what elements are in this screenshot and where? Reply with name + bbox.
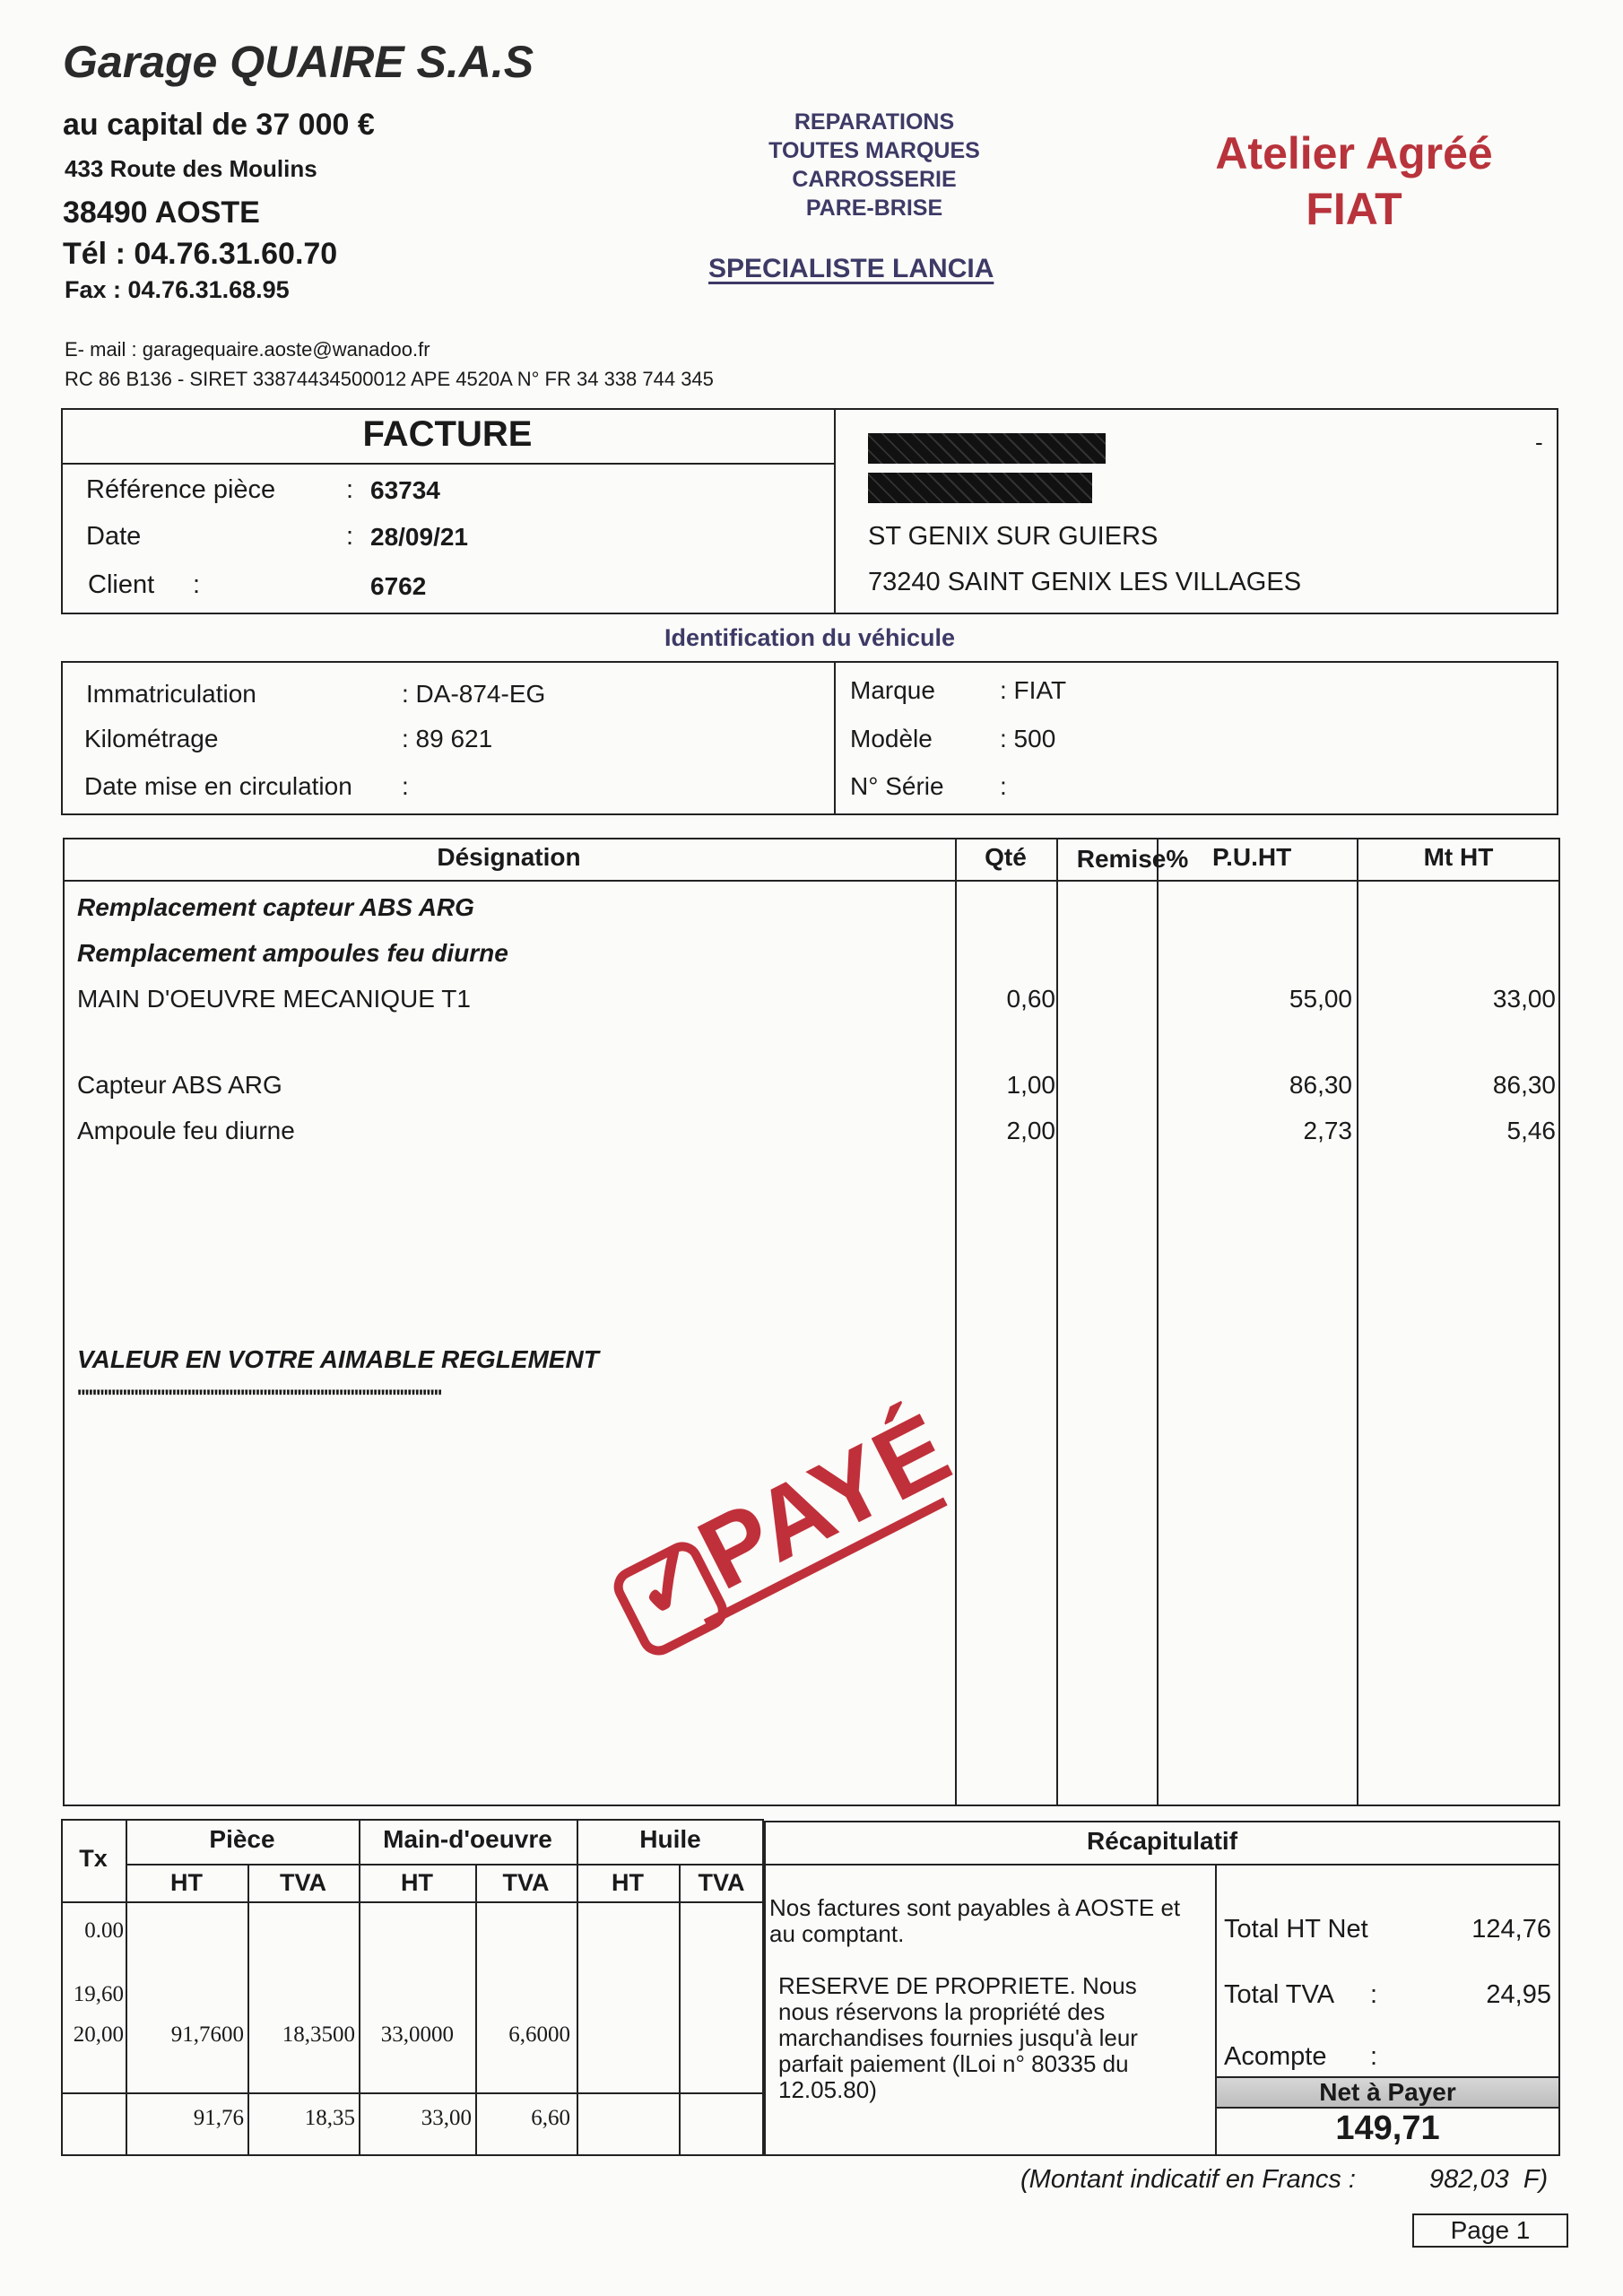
page-number: Page 1 <box>1412 2213 1568 2248</box>
client-colon: : <box>193 570 201 599</box>
immat-label: Immatriculation <box>86 680 256 708</box>
tax-value: 91,7600 <box>170 2022 244 2047</box>
header-designation: Désignation <box>437 843 581 871</box>
header-mt: Mt HT <box>1423 843 1494 871</box>
line-amount: 5,46 <box>1506 1117 1556 1144</box>
company-email: E- mail : garagequaire.aoste@wanadoo.fr <box>65 338 430 361</box>
tax-header-piece: Pièce <box>209 1825 275 1853</box>
header-pu: P.U.HT <box>1212 843 1292 871</box>
recipient-town: ST GENIX SUR GUIERS <box>868 522 1159 551</box>
recap-heading: Récapitulatif <box>1086 1827 1238 1855</box>
total-ht-label: Total HT Net <box>1224 1915 1368 1944</box>
tax-header-huile: Huile <box>639 1825 701 1853</box>
tax-rule-header <box>61 1901 764 1903</box>
tax-huile-ht: HT <box>612 1869 644 1896</box>
approved-workshop <box>1166 126 1542 237</box>
vehicle-divider <box>834 661 836 815</box>
km-label: Kilométrage <box>84 725 219 752</box>
date-value: 28/09/21 <box>370 523 468 551</box>
closing-dots: '''''''''''''''''''''''''''''''''''''''''''''''''''''''''''''''''''''''''''''''''''''''''''''''' <box>77 1386 442 1408</box>
redacted-recipient-name <box>868 433 1106 464</box>
company-name: Garage QUAIRE S.A.S <box>63 37 534 87</box>
km-value: : 89 621 <box>402 725 493 752</box>
circulation-label: Date mise en circulation <box>84 772 352 800</box>
deposit-label: Acompte <box>1224 2042 1327 2071</box>
tax-total: 18,35 <box>304 2106 355 2130</box>
invoice-title-rule <box>61 463 834 465</box>
line-unit-price: 2,73 <box>1303 1117 1352 1144</box>
tax-piece-tva: TVA <box>280 1869 326 1896</box>
vehicle-heading: Identification du véhicule <box>664 624 956 651</box>
services-list <box>717 108 1031 222</box>
tax-value: 33,0000 <box>380 2022 454 2047</box>
total-tva-value: 24,95 <box>1486 1980 1551 2009</box>
specialist-lancia: SPECIALISTE LANCIA <box>708 254 994 283</box>
paid-stamp <box>583 1391 968 1650</box>
francs-value: 982,03 F) <box>1429 2165 1549 2194</box>
tax-rule-group <box>126 1864 764 1866</box>
stamp-text: PAYÉ <box>681 1391 968 1612</box>
reserve-clause: RESERVE DE PROPRIETE. Nous nous réservons la propriété des marchandises fournies jusqu'à leur parfait paiement (lLoi n° 80335 du 12.05.80) <box>778 1972 1138 2103</box>
header-remise: Remise% <box>1076 845 1189 873</box>
tax-total: 33,00 <box>421 2106 472 2130</box>
net-label: Net à Payer <box>1319 2078 1456 2106</box>
recipient-dash: - <box>1535 429 1543 456</box>
line-description: Capteur ABS ARG <box>77 1071 282 1099</box>
col-rule-pu <box>1157 838 1159 1806</box>
recipient-postal-city: 73240 SAINT GENIX LES VILLAGES <box>868 568 1302 596</box>
line-unit-price: 86,30 <box>1289 1071 1352 1099</box>
line-qty: 1,00 <box>1006 1071 1055 1099</box>
ref-colon: : <box>346 475 354 504</box>
ref-value: 63734 <box>370 476 440 504</box>
line-amount: 86,30 <box>1492 1071 1556 1099</box>
tax-piece-ht: HT <box>170 1869 203 1896</box>
tax-header-tx: Tx <box>79 1845 108 1872</box>
company-tel: Tél : 04.76.31.60.70 <box>63 237 338 271</box>
deposit-colon: : <box>1370 2042 1378 2071</box>
approved-line1: Atelier Agréé <box>1215 128 1493 178</box>
tax-rate: 0.00 <box>84 1918 124 1943</box>
tax-value: 6,6000 <box>508 2022 570 2047</box>
stamp-check-icon: ✓ <box>612 1519 726 1644</box>
col-rule-mt <box>1357 838 1358 1806</box>
line-description: Remplacement ampoules feu diurne <box>77 939 508 967</box>
model-label: Modèle <box>850 725 933 752</box>
invoice-divider <box>834 408 836 614</box>
tax-rate: 20,00 <box>73 2022 124 2047</box>
ref-label: Référence pièce <box>86 475 276 504</box>
company-city: 38490 AOSTE <box>63 196 260 230</box>
tax-huile-tva: TVA <box>698 1869 745 1896</box>
brand-label: Marque <box>850 676 935 704</box>
serial-label: N° Série <box>850 772 944 800</box>
col-rule-qte <box>955 838 957 1806</box>
date-label: Date <box>86 522 142 551</box>
company-registry: RC 86 B136 - SIRET 33874434500012 APE 4520A N° FR 34 338 744 345 <box>65 368 714 390</box>
serial-value: : <box>1000 772 1007 800</box>
line-qty: 2,00 <box>1006 1117 1055 1144</box>
company-capital: au capital de 37 000 € <box>63 108 375 142</box>
tax-mo-tva: TVA <box>502 1869 550 1896</box>
line-description: Remplacement capteur ABS ARG <box>77 893 474 921</box>
tax-rate: 19,60 <box>73 1982 124 2006</box>
line-description: Ampoule feu diurne <box>77 1117 295 1144</box>
service-windshield: PARE-BRISE <box>805 196 943 221</box>
service-all-brands: TOUTES MARQUES <box>768 138 980 163</box>
tax-total: 6,60 <box>531 2106 570 2130</box>
tax-mo-ht: HT <box>401 1869 433 1896</box>
client-label: Client <box>88 570 155 599</box>
company-fax: Fax : 04.76.31.68.95 <box>65 276 290 303</box>
tax-rule-totals <box>61 2092 764 2094</box>
line-amount: 33,00 <box>1492 985 1556 1013</box>
company-street: 433 Route des Moulins <box>65 155 317 182</box>
tax-value: 18,3500 <box>282 2022 355 2047</box>
francs-label: (Montant indicatif en Francs : <box>1020 2165 1356 2194</box>
service-bodywork: CARROSSERIE <box>792 167 957 192</box>
line-description: MAIN D'OEUVRE MECANIQUE T1 <box>77 985 471 1013</box>
total-ht-value: 124,76 <box>1471 1915 1551 1944</box>
approved-brand: FIAT <box>1306 184 1402 234</box>
date-colon: : <box>346 522 354 551</box>
tax-total: 91,76 <box>193 2106 244 2130</box>
service-repairs: REPARATIONS <box>794 109 955 135</box>
net-value: 149,71 <box>1335 2109 1440 2147</box>
closing-text: VALEUR EN VOTRE AIMABLE REGLEMENT <box>77 1345 599 1373</box>
header-qte: Qté <box>985 843 1027 871</box>
immat-value: : DA-874-EG <box>402 680 546 708</box>
tax-rule-huile-mid <box>679 1864 681 2156</box>
line-unit-price: 55,00 <box>1289 985 1352 1013</box>
lines-table <box>63 838 1560 1806</box>
lines-header-rule <box>63 880 1560 882</box>
invoice-title: FACTURE <box>362 414 533 454</box>
total-tva-label: Total TVA <box>1224 1980 1335 2009</box>
recap-header-rule <box>764 1864 1560 1866</box>
tax-header-mo: Main-d'oeuvre <box>383 1825 552 1853</box>
model-value: : 500 <box>1000 725 1056 752</box>
col-rule-remise <box>1056 838 1058 1806</box>
line-qty: 0,60 <box>1006 985 1055 1013</box>
brand-value: : FIAT <box>1000 676 1067 704</box>
redacted-recipient-street <box>868 473 1092 503</box>
client-value: 6762 <box>370 572 427 600</box>
payment-note: Nos factures sont payables à AOSTE et au comptant. <box>769 1894 1181 1947</box>
circulation-value: : <box>402 772 409 800</box>
total-tva-colon: : <box>1370 1980 1378 2009</box>
